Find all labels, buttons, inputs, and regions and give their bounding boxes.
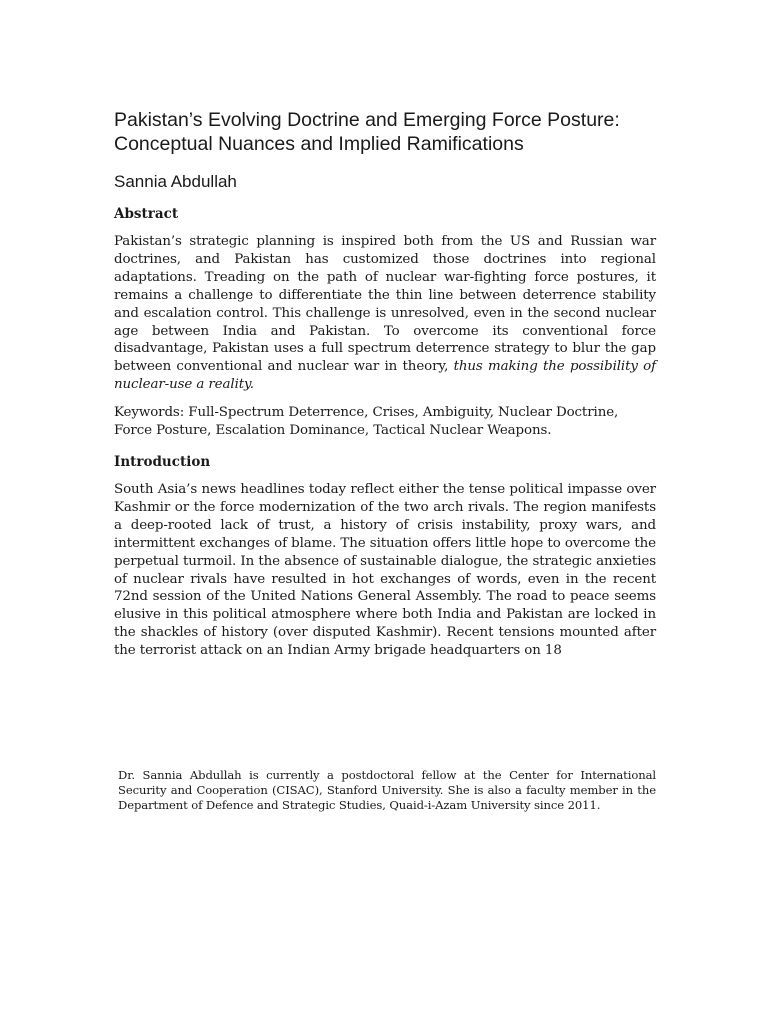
paper-title: Pakistan’s Evolving Doctrine and Emerging Force Posture: Conceptual Nuances and Implied Ramifications: [114, 109, 620, 155]
abstract-text: Pakistan’s strategic planning is inspired both from the US and Russian war doctrines, and Pakistan has customized those doctrines into regional adaptations. Treading on the path of nuclear war-fighting force postures, it remains a challenge to differentiate the thin line between deterrence stability and escalation control. This challenge is unresolved, even in the second nuclear age between India and Pakistan. To overcome its conventional force disadvantage, Pakistan uses a full spectrum deterrence strategy to blur the gap between conventional and nuclear war in theory,: [114, 234, 656, 375]
introduction-body: South Asia’s news headlines today reflect either the tense political impasse over Kashmir or the force modernization of the two arch rivals. The region manifests a deep-rooted lack of trust, a history of crisis instability, proxy wars, and intermittent exchanges of blame. The situation offers little hope to overcome the perpetual turmoil. In the absence of sustainable dialogue, the strategic anxieties of nuclear rivals have resulted in hot exchanges of words, even in the recent 72nd session of the United Nations General Assembly. The road to peace seems elusive in this political atmosphere where both India and Pakistan are locked in the shackles of history (over disputed Kashmir). Recent tensions mounted after the terrorist attack on an Indian Army brigade headquarters on 18: [114, 481, 656, 659]
author-footnote: Dr. Sannia Abdullah is currently a postdoctoral fellow at the Center for International Security and Cooperation (CISAC), Stanford University. She is also a faculty member in the Department of Defence and Strategic Studies, Quaid-i-Azam University since 2011.: [118, 768, 656, 812]
author-name: Sannia Abdullah: [114, 172, 237, 191]
introduction-heading: Introduction: [114, 453, 211, 470]
abstract-heading: Abstract: [114, 206, 179, 222]
keywords: Keywords: Full-Spectrum Deterrence, Crises, Ambiguity, Nuclear Doctrine, Force Posture, Escalation Dominance, Tactical Nuclear Weapons.: [114, 405, 619, 439]
abstract-italic-text: thus making the possibility of nuclear-use a reality.: [114, 359, 657, 393]
abstract-body: [114, 233, 656, 394]
paper-page: [114, 108, 656, 660]
